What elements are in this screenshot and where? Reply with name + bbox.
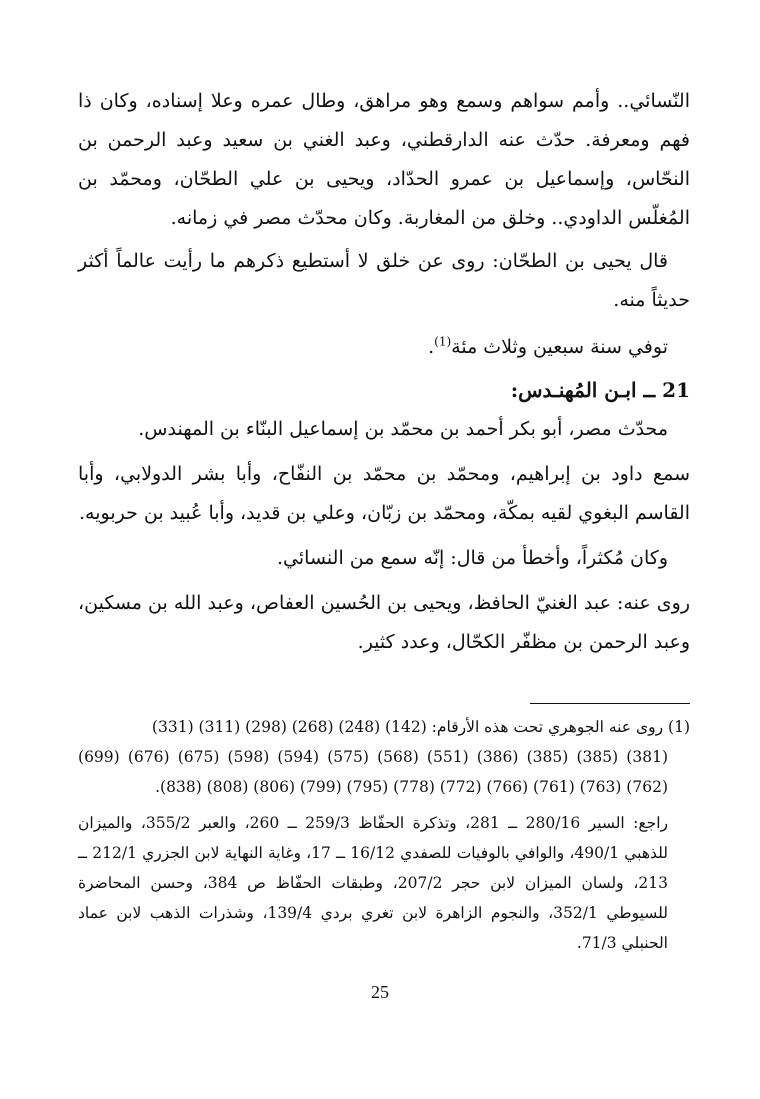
death-text-end: . xyxy=(428,336,435,358)
main-text xyxy=(78,82,690,662)
paragraph-biography-continued: النّسائي.. وأمم سواهم وسمع وهو مراهق، وطال عمره وعلا إسناده، وكان ذا فهم ومعرفة. حدّث عنه الدارقطني، وعبد الغني بن سعيد وعبد الرحمن بن النحّاس، وإسماعيل بن عمرو الحدّاد، ويحيى بن علي الطحّان، ومحمّد بن المُغلّس الداودي.. وخلق من المغاربة. وكان محدّث مصر في زمانه. xyxy=(78,90,690,229)
entry-heading: 21 ــ ابـن المُهنـدس: xyxy=(510,378,690,402)
footnote-1-intro: (1) روى عنه الجوهري تحت هذه الأرقام: (142) (248) (268) (298) (311) (331) xyxy=(151,718,690,736)
footnote-marker: (1) xyxy=(434,334,452,349)
paragraph-identity: محدّث مصر، أبو بكر أحمد بن محمّد بن إسماعيل البنّاء بن المهندس. xyxy=(138,418,668,440)
footnote-divider xyxy=(530,703,690,704)
footnotes xyxy=(78,712,690,958)
paragraph-note: وكان مُكثراً، وأخطأ من قال: إنّه سمع من النسائي. xyxy=(277,547,668,569)
paragraph-death xyxy=(78,328,690,367)
paragraph-teachers: سمع داود بن إبراهيم، ومحمّد بن محمّد بن النفّاح، وأبا بشر الدولابي، وأبا القاسم البغوي لقيه بمكّة، ومحمّد بن زبّان، وعلي بن قديد، وأبا عُبيد بن حربويه. xyxy=(78,463,690,524)
footnote-1-numbers: (381) (385) (385) (386) (551) (568) (575) (594) (598) (675) (676) (699) (762) (763) (761) (766) (772) (778) (795) (799) (806) (808) (838). xyxy=(78,748,668,796)
quote-text: قال يحيى بن الطحّان: روى عن خلق لا أستطيع ذكرهم ما رأيت عالماً أكثر حديثاً منه. xyxy=(78,250,690,311)
death-text: توفي سنة سبعين وثلاث مئة xyxy=(451,336,668,358)
page-number: 25 xyxy=(371,982,389,1002)
paragraph-students: روى عنه: عبد الغنيّ الحافظ، ويحيى بن الحُسين العفاص، وعبد الله بن مسكين، وعبد الرحمن بن مظفّر الكحّال، وعدد كثير. xyxy=(78,592,690,653)
paragraph-quote xyxy=(78,242,690,320)
footnote-references: راجع: السير 280/16 ــ 281، وتذكرة الحفّاظ 259/3 ــ 260، والعبر 355/2، والميزان للذهبي 490/1، والوافي بالوفيات للصفدي 16/12 ــ 17، وغاية النهاية لابن الجزري 212/1 ــ 213، ولسان الميزان لابن حجر 207/2، وطبقات الحفّاظ ص 384، وحسن المحاضرة للسيوطي 352/1، والنجوم الزاهرة لابن تغري بردي 139/4، وشذرات الذهب لابن عماد الحنبلي 71/3. xyxy=(78,814,669,952)
